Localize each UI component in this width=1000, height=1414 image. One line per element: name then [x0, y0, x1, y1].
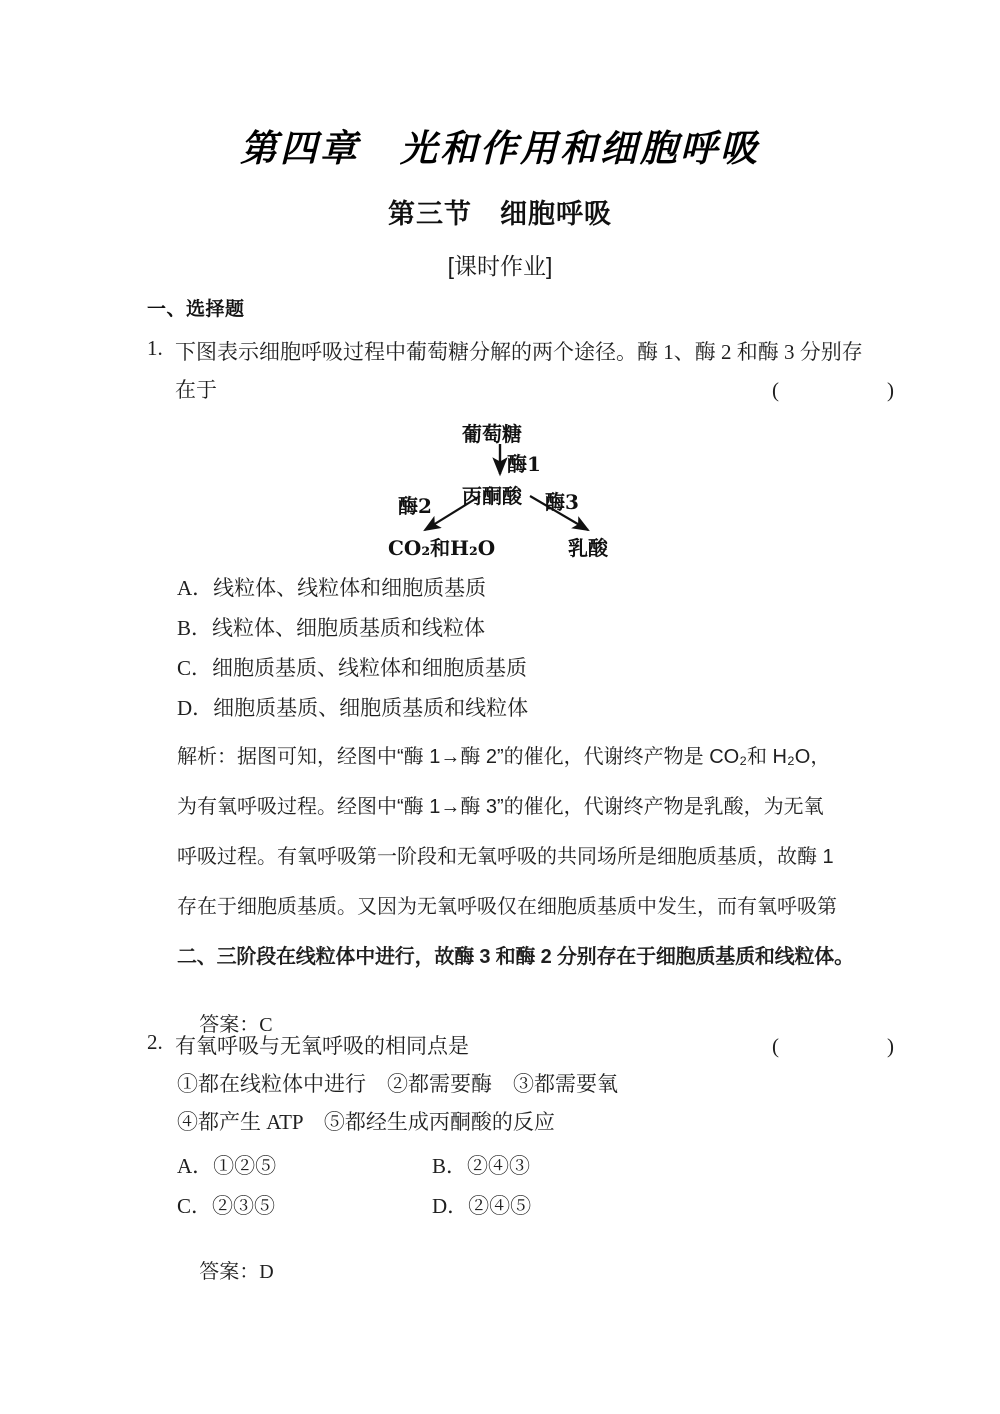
- question-1-analysis-line-1: 解析：据图可知，经图中“酶 1→酶 2”的催化，代谢终产物是 CO₂和 H₂O，: [177, 746, 831, 768]
- question-2-option-a[interactable]: A．①②⑤: [177, 1154, 277, 1178]
- question-1-answer-value: C: [259, 1014, 273, 1036]
- question-1-option-b[interactable]: B．线粒体、细胞质基质和线粒体: [177, 616, 486, 640]
- question-2-statements-line-1: ①都在线粒体中进行 ②都需要酶 ③都需要氧: [177, 1072, 618, 1096]
- question-1-option-d[interactable]: D．细胞质基质、细胞质基质和线粒体: [177, 696, 529, 720]
- question-1-analysis-line-3: 呼吸过程。有氧呼吸第一阶段和无氧呼吸的共同场所是细胞质基质，故酶 1: [177, 846, 834, 868]
- question-1-answer-parens: ( ): [772, 378, 916, 402]
- question-1-number: 1.: [147, 336, 163, 360]
- question-1-option-a[interactable]: A．线粒体、线粒体和细胞质基质: [177, 576, 487, 600]
- diagram-label-enzyme-3: 酶3: [545, 490, 579, 514]
- question-2-option-d[interactable]: D．②④⑤: [432, 1194, 532, 1218]
- question-2-answer-parens: ( ): [772, 1034, 916, 1058]
- diagram-label-enzyme-2: 酶2: [398, 494, 432, 518]
- chapter-title: 第四章 光和作用和细胞呼吸: [240, 126, 760, 170]
- section-title: 第三节 细胞呼吸: [388, 199, 612, 229]
- question-1-analysis-line-4: 存在于细胞质基质。又因为无氧呼吸仅在细胞质基质中发生，而有氧呼吸第: [177, 896, 837, 918]
- question-2-answer-value: D: [259, 1261, 274, 1283]
- question-2-number: 2.: [147, 1030, 163, 1054]
- question-2-answer: [177, 1232, 274, 1307]
- part-heading-multiple-choice: 一、选择题: [147, 299, 245, 320]
- question-1-stem-line-2: 在于: [175, 378, 217, 402]
- question-1-option-c[interactable]: C．细胞质基质、线粒体和细胞质基质: [177, 656, 528, 680]
- question-1-answer-label: 答案：: [199, 1014, 260, 1036]
- question-2-option-c[interactable]: C．②③⑤: [177, 1194, 276, 1218]
- diagram-label-enzyme-1: 酶1: [507, 452, 541, 476]
- question-1-stem-line-1: 下图表示细胞呼吸过程中葡萄糖分解的两个途径。酶 1、酶 2 和酶 3 分别存: [175, 340, 863, 364]
- glucose-breakdown-diagram: [370, 408, 670, 568]
- question-1-analysis-line-2: 为有氧呼吸过程。经图中“酶 1→酶 3”的催化，代谢终产物是乳酸，为无氧: [177, 796, 824, 818]
- question-2-stem: 有氧呼吸与无氧呼吸的相同点是: [175, 1034, 469, 1058]
- question-2-answer-label: 答案：: [199, 1261, 260, 1283]
- question-2-option-b[interactable]: B．②④③: [432, 1154, 531, 1178]
- question-1-analysis-line-5: 二、三阶段在线粒体中进行，故酶 3 和酶 2 分别存在于细胞质基质和线粒体。: [177, 946, 854, 968]
- worksheet-tag: [课时作业]: [447, 253, 553, 279]
- diagram-label-glucose: 葡萄糖: [462, 422, 522, 446]
- question-2-statements-line-2: ④都产生 ATP ⑤都经生成丙酮酸的反应: [177, 1110, 555, 1134]
- diagram-label-lactic-acid: 乳酸: [568, 536, 608, 560]
- diagram-label-co2-and-h2o: CO₂和H₂O: [388, 536, 496, 560]
- diagram-label-pyruvate: 丙酮酸: [462, 484, 522, 508]
